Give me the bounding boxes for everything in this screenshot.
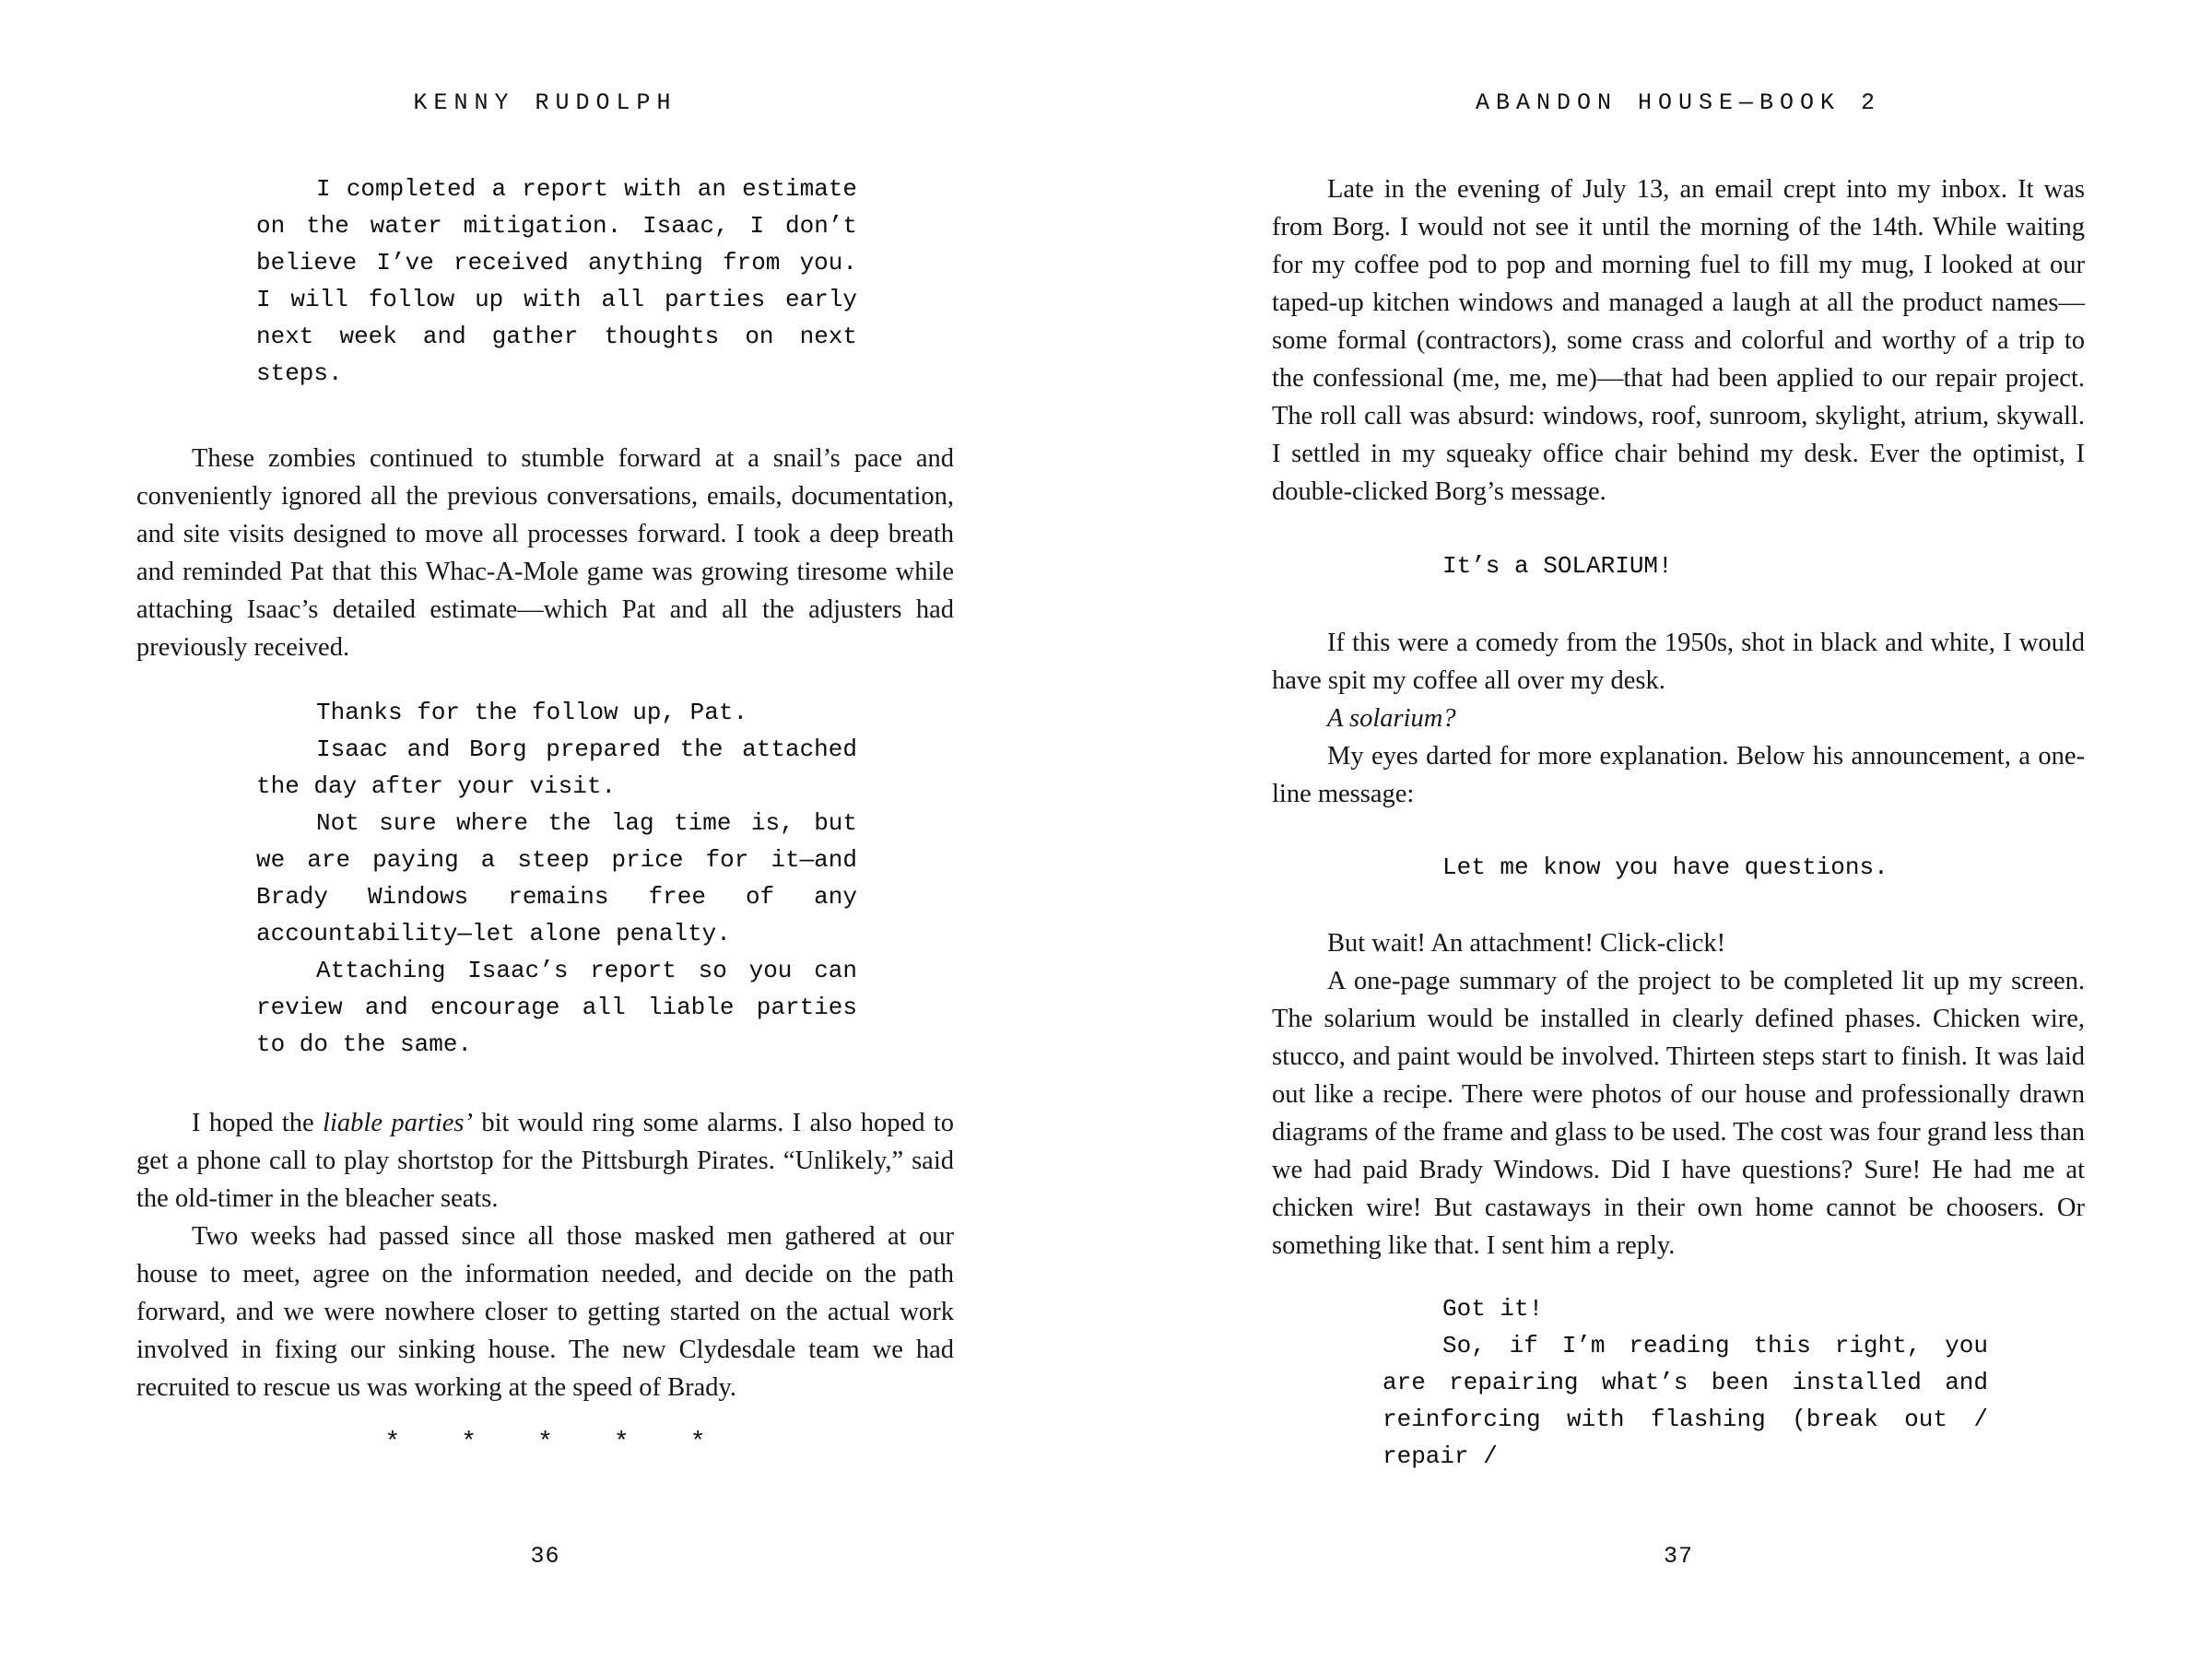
- paragraph-comedy: If this were a comedy from the 1950s, shot in black and white, I would have spit my coffee all over my desk.: [1272, 629, 2085, 695]
- scene-break-asterisks: [136, 1430, 954, 1457]
- narrative-block: [1272, 624, 2085, 813]
- email-paragraph: Not sure where the lag time is, but we are paying a steep price for it—and Brady Windows remains free of any accountability—let alone penalty.: [256, 809, 857, 947]
- italic-liable-parties: liable parties’: [323, 1109, 473, 1137]
- email-excerpt-questions: [1382, 849, 1988, 886]
- paragraph-a-solarium-italic: A solarium?: [1327, 704, 1456, 733]
- paragraph-hoped: [136, 1104, 954, 1218]
- email-paragraph: Got it!: [1442, 1295, 1544, 1323]
- email-paragraph: I completed a report with an estimate on the water mitigation. Isaac, I don’t believe I’ve received anything from you. I will follow up with all parties early next week and gather thoughts on next steps.: [256, 175, 857, 387]
- email-excerpt-solarium: [1382, 547, 1988, 584]
- asterisk-glyph: *: [384, 1429, 401, 1457]
- running-head-author: KENNY RUDOLPH: [413, 89, 677, 116]
- page-right: [1106, 0, 2212, 1659]
- email-excerpt-report: [256, 171, 857, 392]
- narrative-block: [1272, 924, 2085, 1265]
- paragraph-two-weeks: Two weeks had passed since all those masked men gathered at our house to meet, agree on the information needed, and decide on the path forward, and we were nowhere closer to getting started on the actual work involved in fixing our sinking house. The new Clydesdale team we had recruited to rescue us was working at the speed of Brady.: [136, 1222, 954, 1402]
- paragraph-eyes-darted: My eyes darted for more explanation. Below his announcement, a one-line message:: [1272, 742, 2085, 808]
- email-paragraph: Attaching Isaac’s report so you can review and encourage all liable parties to do the same.: [256, 957, 857, 1058]
- email-paragraph: Let me know you have questions.: [1442, 853, 1888, 881]
- page-number-right: 37: [1663, 1543, 1693, 1570]
- email-paragraph: It’s a SOLARIUM!: [1442, 552, 1673, 580]
- narrative-block: [136, 440, 954, 666]
- email-paragraph: Isaac and Borg prepared the attached the day after your visit.: [256, 735, 857, 800]
- asterisk-glyph: *: [613, 1429, 629, 1457]
- paragraph-but-wait: But wait! An attachment! Click-click!: [1327, 929, 1726, 958]
- narrative-block: [1272, 171, 2085, 511]
- page-number-left: 36: [530, 1543, 560, 1570]
- running-head-book-title: ABANDON HOUSE—BOOK 2: [1475, 89, 1882, 116]
- email-excerpt-reply-to-pat: [256, 694, 857, 1063]
- email-excerpt-got-it: [1382, 1290, 1988, 1475]
- email-paragraph: Thanks for the follow up, Pat.: [316, 699, 748, 726]
- paragraph-summary: A one-page summary of the project to be completed lit up my screen. The solarium would be installed in clearly defined phases. Chicken wire, stucco, and paint would be involved. Thirteen steps start to finish. It was laid out like a recipe. There were photos of our house and professionally drawn diagrams of the frame and glass to be used. The cost was four grand less than we had paid Brady Windows. Did I have questions? Sure! He had me at chicken wire! But castaways in their own home cannot be choosers. Or something like that. I sent him a reply.: [1272, 967, 2085, 1260]
- text-run: I hoped the: [192, 1109, 324, 1137]
- asterisk-glyph: *: [461, 1429, 477, 1457]
- asterisk-glyph: *: [689, 1429, 706, 1457]
- asterisk-glyph: *: [537, 1429, 553, 1457]
- email-paragraph: So, if I’m reading this right, you are repairing what’s been installed and reinforcing with flashing (break out / repair /: [1382, 1332, 1988, 1470]
- narrative-block: [136, 1104, 954, 1406]
- paragraph-email-arrival: Late in the evening of July 13, an email crept into my inbox. It was from Borg. I would not see it until the morning of the 14th. While waiting for my coffee pod to pop and morning fuel to fill my mug, I looked at our taped-up kitchen windows and managed a laugh at all the product names—some formal (contractors), some crass and colorful and worthy of a trip to the confessional (me, me, me)—that had been applied to our repair project. The roll call was absurd: windows, roof, sunroom, skylight, atrium, skywall. I settled in my squeaky office chair behind my desk. Ever the optimist, I double-clicked Borg’s message.: [1272, 175, 2085, 506]
- paragraph-zombies: These zombies continued to stumble forward at a snail’s pace and conveniently ignored all the previous conversations, emails, documentation, and site visits designed to move all processes forward. I took a deep breath and reminded Pat that this Whac-A-Mole game was growing tiresome while attaching Isaac’s detailed estimate—which Pat and all the adjusters had previously received.: [136, 444, 954, 662]
- text-run: bit would ring some alarms. I also hoped to get a phone call to play shortstop for the Pittsburgh Pirates. “Unlikely,” said the old-timer in the bleacher seats.: [136, 1109, 954, 1213]
